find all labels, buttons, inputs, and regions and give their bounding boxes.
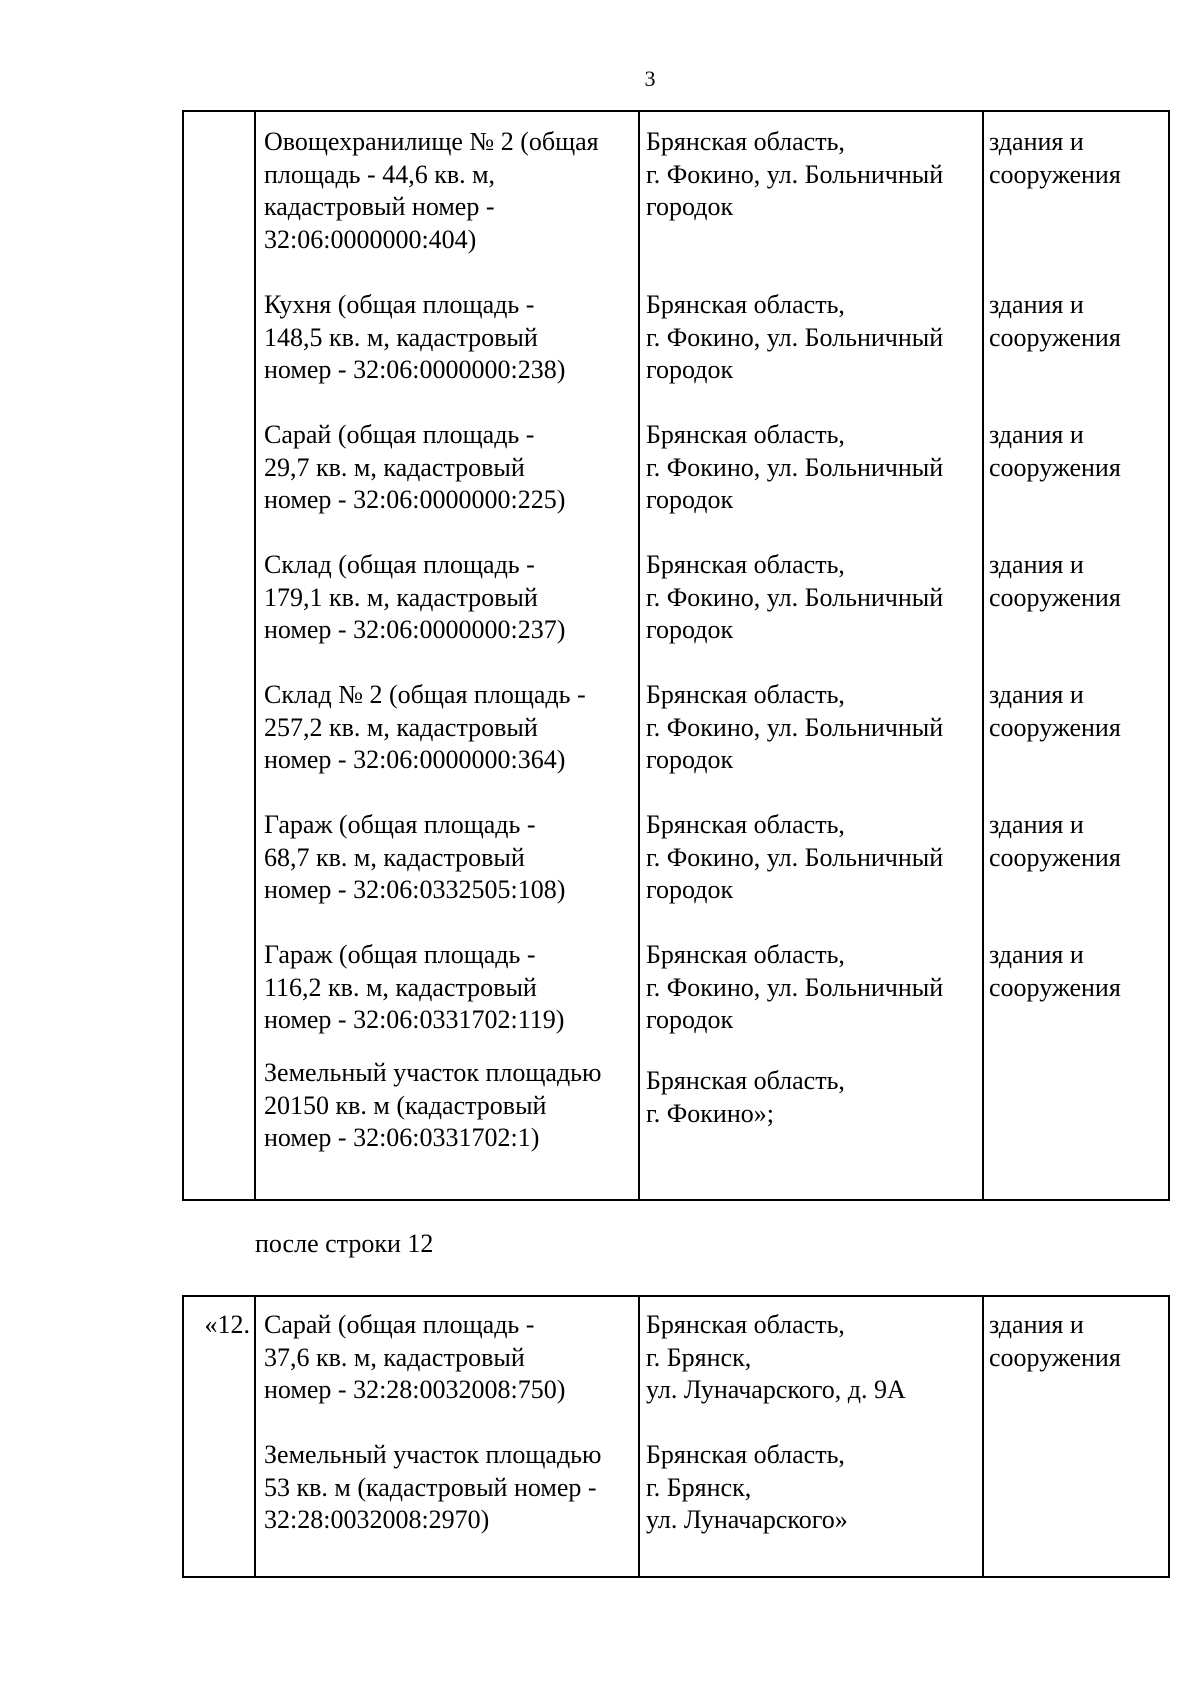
- table-row: [183, 1296, 1169, 1577]
- object-address: Брянская область, г. Брянск, ул. Луначарского»: [646, 1440, 848, 1534]
- object-address: Брянская область, г. Брянск, ул. Луначарского, д. 9А: [646, 1310, 906, 1404]
- object-name: Кухня (общая площадь - 148,5 кв. м, кадастровый номер - 32:06:0000000:238): [264, 290, 566, 384]
- object-address: Брянская область, г. Фокино»;: [646, 1066, 845, 1128]
- object-address: Брянская область, г. Фокино, ул. Больничный городок: [646, 127, 944, 221]
- table-row: [183, 111, 1169, 1200]
- property-table-continued: [182, 110, 1170, 1201]
- object-address-cell: [639, 111, 983, 1200]
- object-name: Земельный участок площадью 20150 кв. м (кадастровый номер - 32:06:0331702:1): [264, 1058, 602, 1152]
- object-name: Земельный участок площадью 53 кв. м (кадастровый номер - 32:28:0032008:2970): [264, 1440, 602, 1534]
- object-address: Брянская область, г. Фокино, ул. Больничный городок: [646, 420, 944, 514]
- object-type: здания и сооружения: [989, 940, 1121, 1002]
- object-name: Сарай (общая площадь - 37,6 кв. м, кадастровый номер - 32:28:0032008:750): [264, 1310, 566, 1404]
- object-address: Брянская область, г. Фокино, ул. Больничный городок: [646, 940, 944, 1034]
- object-name: Гараж (общая площадь - 68,7 кв. м, кадастровый номер - 32:06:0332505:108): [264, 810, 566, 904]
- object-type: здания и сооружения: [989, 127, 1121, 189]
- object-name: Гараж (общая площадь - 116,2 кв. м, кадастровый номер - 32:06:0331702:119): [264, 940, 565, 1034]
- insertion-note: после строки 12: [255, 1229, 434, 1258]
- object-type-cell: [983, 1296, 1169, 1577]
- row-number-cell: [183, 111, 255, 1200]
- object-name-cell: [255, 111, 639, 1200]
- object-address: Брянская область, г. Фокино, ул. Больничный городок: [646, 680, 944, 774]
- object-address: Брянская область, г. Фокино, ул. Больничный городок: [646, 290, 944, 384]
- object-type: здания и сооружения: [989, 550, 1121, 612]
- object-type: здания и сооружения: [989, 290, 1121, 352]
- object-type-cell: [983, 111, 1169, 1200]
- object-address-cell: [639, 1296, 983, 1577]
- object-name: Склад № 2 (общая площадь - 257,2 кв. м, кадастровый номер - 32:06:0000000:364): [264, 680, 586, 774]
- object-type: здания и сооружения: [989, 1310, 1121, 1372]
- row-number: «12.: [204, 1310, 250, 1339]
- object-type: здания и сооружения: [989, 420, 1121, 482]
- object-name: Сарай (общая площадь - 29,7 кв. м, кадастровый номер - 32:06:0000000:225): [264, 420, 566, 514]
- object-type: [989, 1057, 1166, 1167]
- object-name-cell: [255, 1296, 639, 1577]
- property-table-insert: [182, 1295, 1170, 1578]
- object-type: здания и сооружения: [989, 810, 1121, 872]
- object-name: Склад (общая площадь - 179,1 кв. м, кадастровый номер - 32:06:0000000:237): [264, 550, 566, 644]
- row-number-cell: [183, 1296, 255, 1577]
- object-type: [989, 1439, 1166, 1549]
- object-type: здания и сооружения: [989, 680, 1121, 742]
- object-address: Брянская область, г. Фокино, ул. Больничный городок: [646, 550, 944, 644]
- page-number: 3: [644, 66, 656, 91]
- object-name: Овощехранилище № 2 (общая площадь - 44,6 кв. м, кадастровый номер - 32:06:0000000:404): [264, 127, 599, 254]
- object-address: Брянская область, г. Фокино, ул. Больничный городок: [646, 810, 944, 904]
